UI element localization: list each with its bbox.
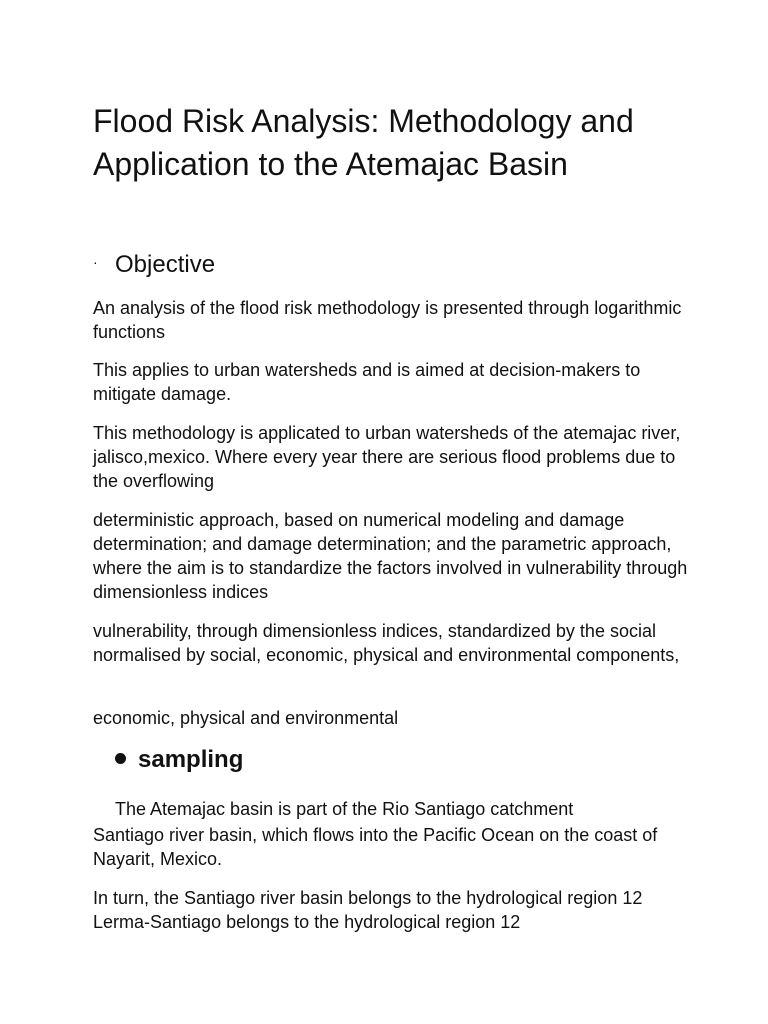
paragraph: economic, physical and environmental (93, 708, 399, 728)
section-heading-label: Objective (115, 251, 216, 278)
document-title: Flood Risk Analysis: Methodology and Application to the Atemajac Basin (93, 103, 634, 182)
paragraph: This applies to urban watersheds and is aimed at decision-makers to mitigate damage. (93, 360, 641, 404)
paragraph: Santiago river basin, which flows into the Pacific Ocean on the coast of Nayarit, Mexico. (93, 825, 658, 869)
paragraph: In turn, the Santiago river basin belongs to the hydrological region 12 Lerma-Santiago belongs to the hydrological region 12 (93, 888, 643, 932)
paragraph: This methodology is applicated to urban watersheds of the atemajac river, jalisco,mexico. Where every year there are serious flood problems due to the overflowing (93, 423, 681, 491)
paragraph: An analysis of the flood risk methodology is presented through logarithmic functions (93, 298, 682, 342)
section-heading-label: sampling (138, 746, 244, 773)
paragraph: The Atemajac basin is part of the Rio Santiago catchment (115, 799, 574, 819)
bullet-dot-icon (115, 753, 126, 764)
paragraph: vulnerability, through dimensionless indices, standardized by the social normalised by social, economic, physical and environmental components, (93, 621, 680, 665)
small-bullet-icon: · (93, 253, 98, 270)
section-heading-sampling (115, 744, 243, 776)
section-heading-objective (93, 249, 215, 282)
paragraph: deterministic approach, based on numerical modeling and damage determination; and damage determination; and the parametric approach, where the aim is to standardize the factors involved in vulnerability through dimensionless indices (93, 510, 688, 602)
